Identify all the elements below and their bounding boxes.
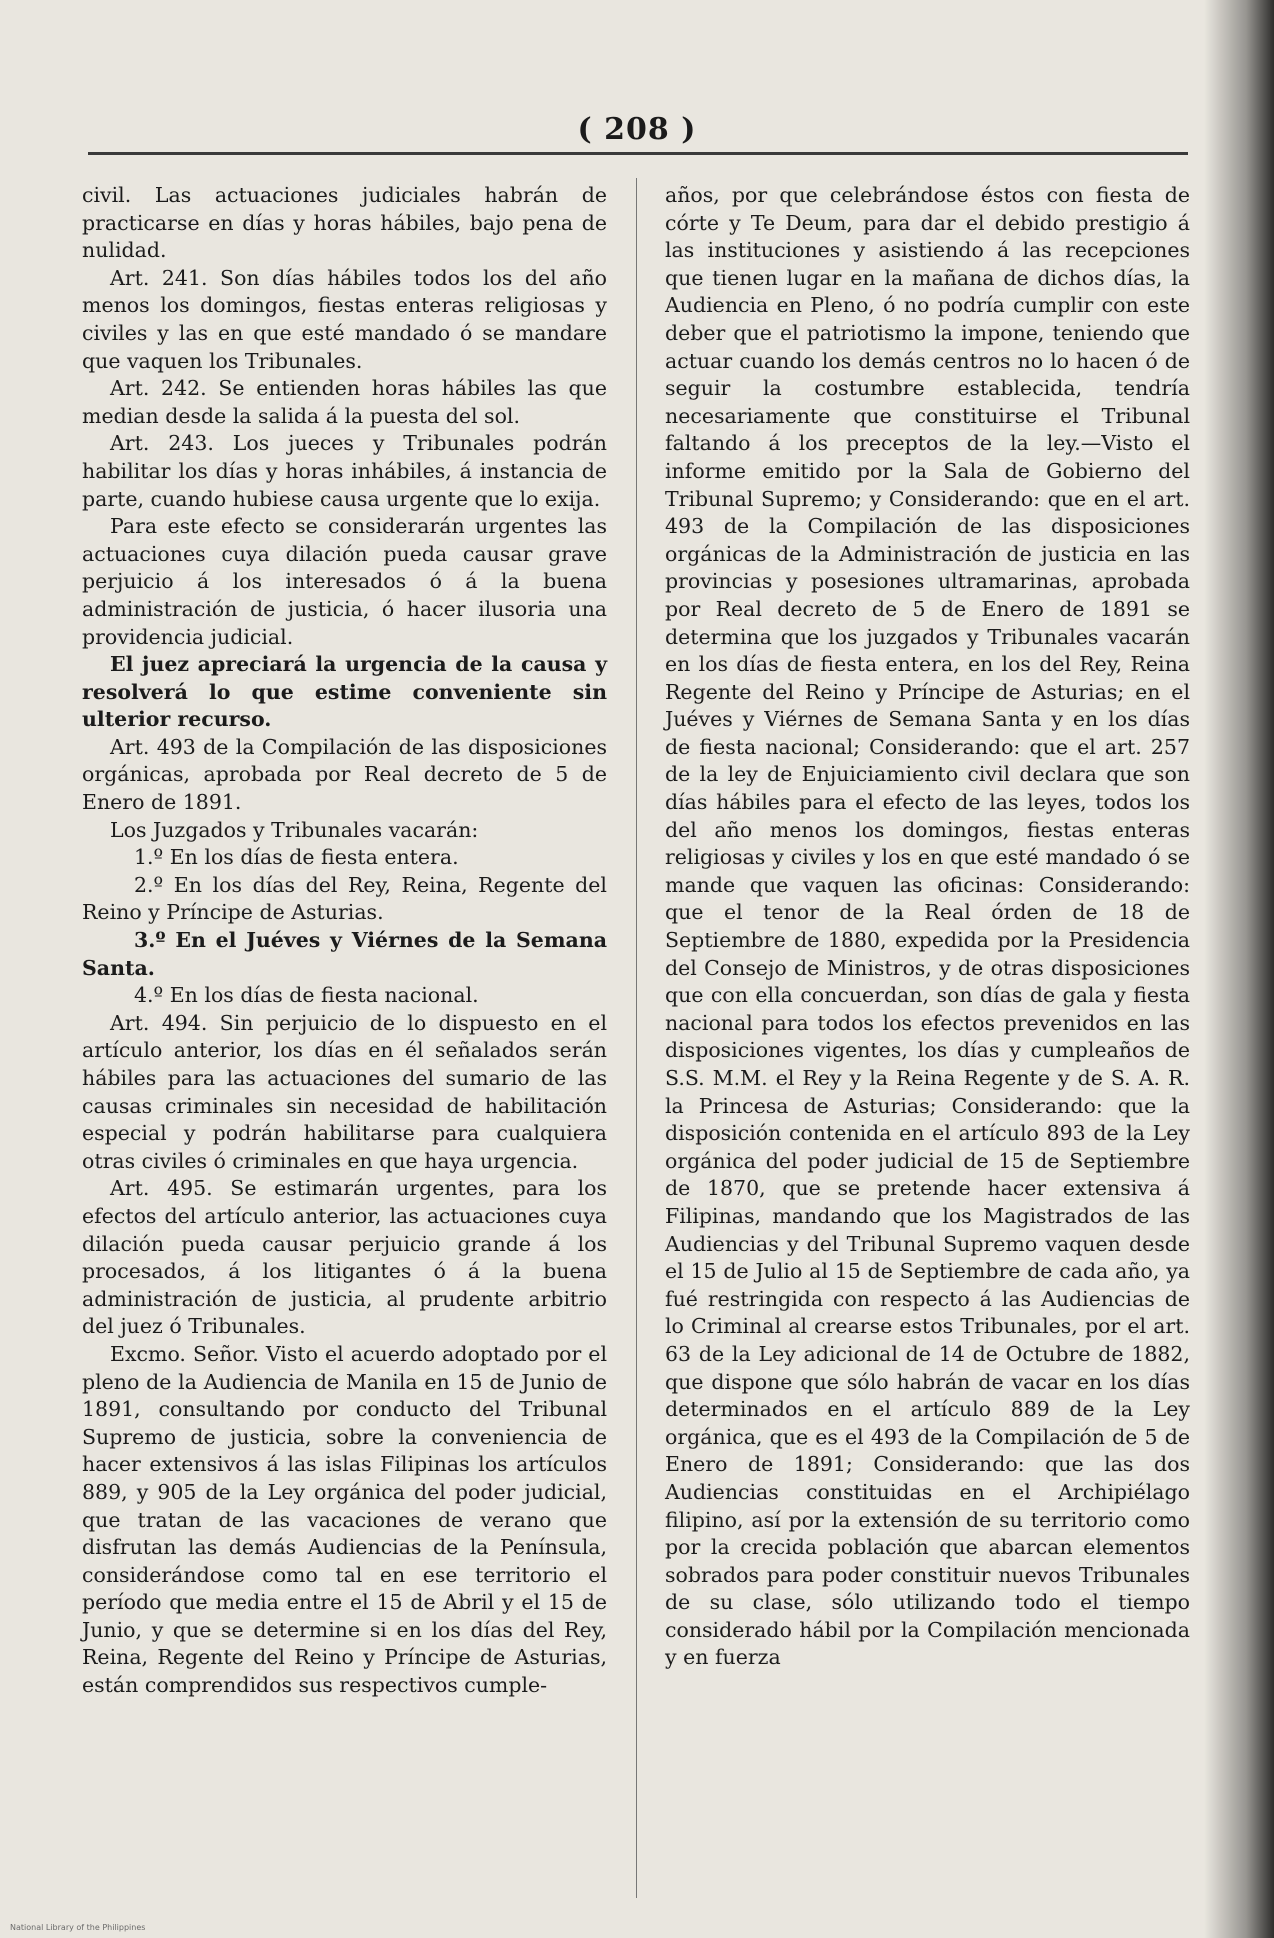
article-495: Art. 495. Se estimarán urgentes, para los efectos del artículo anterior, las actuaciones cuya dilación pueda causar perjuicio grande á los procesados, á los litigantes ó á la buena administración de justicia, al prudente arbitrio del juez ó Tribunales. [82, 1176, 607, 1339]
paragraph: años, por que celebrándose éstos con fiesta de córte y Te Deum, para dar el debido prestigio á las instituciones y asistiendo á las recepciones que tienen lugar en la mañana de dichos días, la Audiencia en Pleno, ó no podría cumplir con este deber que el patriotismo la impone, teniendo que actuar cuando los demás centros no lo hacen ó de seguir la costumbre establecida, tendría necesariamente que constituirse el Tribunal faltando á los preceptos de la ley.—Visto el informe emitido por la Sala de Gobierno del Tribunal Supremo; y Considerando: que en el art. 493 de la Compilación de las disposiciones orgánicas de la Administración de justicia en las provincias y posesiones ultramarinas, aprobada por Real decreto de 5 de Enero de 1891 se determina que los juzgados y Tribunales vacarán en los días de fiesta entera, en los del Rey, Reina Regente del Reino y Príncipe de Asturias; en el Juéves y Viérnes de Semana Santa y en los días de fiesta nacional; Considerando: que el art. 257 de la ley de Enjuiciamiento civil declara que son días hábiles para el efecto de las leyes, todos los del año menos los domingos, fiestas enteras religiosas y civiles y los en que esté mandado ó se mande que vaquen las oficinas: Considerando: que el tenor de la Real órden de 18 de Septiembre de 1880, expedida por la Presidencia del Consejo de Ministros, y de otras disposiciones que con ella concuerdan, son días de gala y fiesta nacional para todos los efectos prevenidos en las disposiciones vigentes, los días y cumpleaños de S.S. M.M. el Rey y la Reina Regente y de S. A. R. la Princesa de Asturias; Considerando: que la disposición contenida en el artículo 893 de la Ley orgánica del poder judicial de 15 de Septiembre de 1870, que se pretende hacer extensiva á Filipinas, mandando que los Magistrados de las Audiencias y del Tribunal Supremo vaquen desde el 15 de Julio al 15 de Septiembre de cada año, ya fué restringida con respecto á las Audiencias de lo Criminal al crearse estos Tribunales, por el art. 63 de la Ley adicional de 14 de Octubre de 1882, que dispone que sólo habrán de vacar en los días determinados en el artículo 889 de la Ley orgánica, que es el 493 de la Compilación de 5 de Enero de 1891; Considerando: que las dos Audiencias constituidas en el Archipiélago filipino, así por la extensión de su territorio como por la crecida población que abarcan elementos sobrados para poder constituir nuevos Tribunales de su clase, sólo utilizando todo el tiempo considerado hábil por la Compilación mencionada y en fuerza [665, 183, 1190, 1670]
list-item: 1.º En los días de fiesta entera. [134, 845, 459, 870]
left-column [82, 182, 607, 1700]
paragraph: Excmo. Señor. Visto el acuerdo adoptado por el pleno de la Audiencia de Manila en 15 de Junio de 1891, consultando por conducto del Tribunal Supremo de justicia, sobre la conveniencia de hacer extensivos á las islas Filipinas los artículos 889, y 905 de la Ley orgánica del poder judicial, que tratan de las vacaciones de verano que disfrutan las demás Audiencias de la Península, considerándose como tal en ese territorio el período que media entre el 15 de Abril y el 15 de Junio, y que se determine si en los días del Rey, Reina, Regente del Reino y Príncipe de Asturias, están comprendidos sus respectivos cumple- [82, 1341, 607, 1698]
article-494: Art. 494. Sin perjuicio de lo dispuesto en el artículo anterior, los días en él señalados serán hábiles para las actuaciones del sumario de las causas criminales sin necesidad de habilitación especial y podrán habilitarse para cualquiera otras civiles ó criminales en que haya urgencia. [82, 1010, 607, 1173]
paragraph: El juez apreciará la urgencia de la causa y resolverá lo que estime conveniente sin ulterior recurso. [82, 652, 607, 732]
article-243: Art. 243. Los jueces y Tribunales podrán habilitar los días y horas inhábiles, á instancia de parte, cuando hubiese causa urgente que lo exija. [82, 431, 607, 511]
right-column [665, 182, 1190, 1672]
article-241: Art. 241. Son días hábiles todos los del año menos los domingos, fiestas enteras religiosas y civiles y las en que esté mandado ó se mandare que vaquen los Tribunales. [82, 265, 607, 373]
source-footer: National Library of the Philippines [10, 1923, 146, 1932]
column-divider [636, 178, 637, 1898]
article-493-heading: Art. 493 de la Compilación de las disposiciones orgánicas, aprobada por Real decreto de 5 de Enero de 1891. [82, 734, 607, 815]
paragraph: Los Juzgados y Tribunales vacarán: [110, 817, 479, 842]
list-item: 3.º En el Juéves y Viérnes de la Semana Santa. [82, 928, 607, 980]
list-item: 4.º En los días de fiesta nacional. [134, 983, 479, 1008]
header-rule [88, 152, 1188, 155]
paragraph: civil. Las actuaciones judiciales habrán de practicarse en días y horas hábiles, bajo pena de nulidad. [82, 183, 607, 263]
page-edge-shadow [1204, 0, 1274, 1938]
list-item: 2.º En los días del Rey, Reina, Regente del Reino y Príncipe de Asturias. [82, 872, 607, 925]
paragraph: Para este efecto se considerarán urgentes las actuaciones cuya dilación pueda causar grave perjuicio á los interesados ó á la buena administración de justicia, ó hacer ilusoria una providencia judicial. [82, 514, 607, 649]
page-number: ( 208 ) [577, 112, 697, 147]
article-242: Art. 242. Se entienden horas hábiles las que median desde la salida á la puesta del sol. [82, 376, 607, 428]
